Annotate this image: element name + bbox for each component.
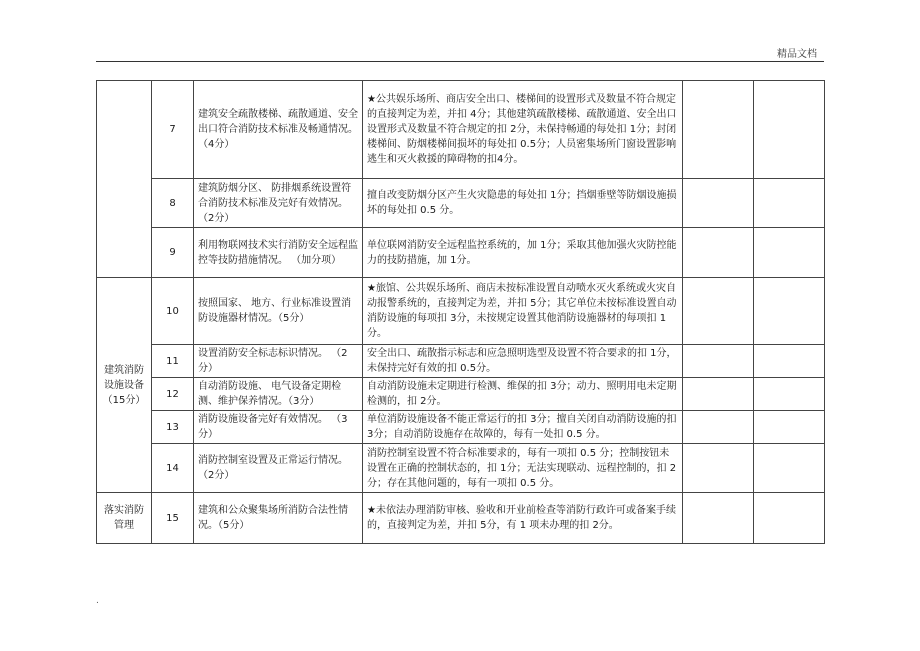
header-rule xyxy=(96,61,824,62)
item-number: 7 xyxy=(152,81,194,179)
scoring-standard: ★旅馆、公共娱乐场所、商店未按标准设置自动喷水灭火系统或火灾自动报警系统的，直接判定为差，并扣 5分；其它单位未按标准设置自动消防设施的每项扣 3分，未按规定设置其他消防设施器材的每项扣 1分。 xyxy=(363,278,683,345)
item-number: 9 xyxy=(152,228,194,278)
scoring-standard: ★未依法办理消防审核、验收和开业前检查等消防行政许可或备案手续的，直接判定为差，并扣 5分，有 1 项未办理的扣 2分。 xyxy=(363,493,683,544)
item-description: 建筑安全疏散楼梯、疏散通道、安全出口符合消防技术标准及畅通情况。（4分） xyxy=(194,81,363,179)
footer-mark: . xyxy=(96,596,99,606)
item-description: 设置消防安全标志标识情况。 （2分） xyxy=(194,345,363,378)
item-number: 8 xyxy=(152,179,194,228)
score-cell xyxy=(683,81,754,179)
item-description: 按照国家、 地方、行业标准设置消防设施器材情况。（5分） xyxy=(194,278,363,345)
score-cell xyxy=(683,444,754,493)
scoring-standard: 擅自改变防烟分区产生火灾隐患的每处扣 1分；挡烟垂壁等防烟设施损坏的每处扣 0.5 分。 xyxy=(363,179,683,228)
score-cell xyxy=(683,228,754,278)
score-cell xyxy=(683,278,754,345)
item-description: 自动消防设施、 电气设备定期检测、维护保养情况。（3分） xyxy=(194,378,363,411)
item-description: 建筑防烟分区、 防排烟系统设置符合消防技术标准及完好有效情况。（2分） xyxy=(194,179,363,228)
category-cell: 落实消防管理 xyxy=(97,493,152,544)
scoring-standard: 自动消防设施未定期进行检测、维保的扣 3分；动力、照明用电未定期检测的，扣 2分。 xyxy=(363,378,683,411)
remark-cell xyxy=(754,345,825,378)
score-cell xyxy=(683,179,754,228)
item-description: 消防设施设备完好有效情况。 （3分） xyxy=(194,411,363,444)
scoring-standard: 单位联网消防安全远程监控系统的，加 1分；采取其他加强火灾防控能力的技防措施，加 1分。 xyxy=(363,228,683,278)
category-cell xyxy=(97,81,152,278)
item-description: 建筑和公众聚集场所消防合法性情况。（5分） xyxy=(194,493,363,544)
remark-cell xyxy=(754,81,825,179)
table-row xyxy=(97,278,825,345)
item-number: 10 xyxy=(152,278,194,345)
score-cell xyxy=(683,411,754,444)
item-number: 13 xyxy=(152,411,194,444)
inspection-table xyxy=(96,80,825,544)
table-row xyxy=(97,493,825,544)
remark-cell xyxy=(754,444,825,493)
item-number: 15 xyxy=(152,493,194,544)
remark-cell xyxy=(754,228,825,278)
scoring-standard: 安全出口、疏散指示标志和应急照明选型及设置不符合要求的扣 1分，未保持完好有效的扣 0.5分。 xyxy=(363,345,683,378)
scoring-standard: 单位消防设施设备不能正常运行的扣 3分；擅自关闭自动消防设施的扣 3分；自动消防设施存在故障的，每有一处扣 0.5 分。 xyxy=(363,411,683,444)
item-number: 11 xyxy=(152,345,194,378)
item-number: 14 xyxy=(152,444,194,493)
scoring-standard: 消防控制室设置不符合标准要求的，每有一项扣 0.5 分；控制按钮未设置在正确的控制状态的，扣 1分；无法实现联动、远程控制的，扣 2分；存在其他问题的，每有一项扣 0.5 分。 xyxy=(363,444,683,493)
score-cell xyxy=(683,378,754,411)
remark-cell xyxy=(754,493,825,544)
table-row xyxy=(97,179,825,228)
score-cell xyxy=(683,493,754,544)
table-row xyxy=(97,81,825,179)
table-row xyxy=(97,411,825,444)
remark-cell xyxy=(754,378,825,411)
table-row xyxy=(97,228,825,278)
remark-cell xyxy=(754,278,825,345)
category-cell: 建筑消防设施设备（15分） xyxy=(97,278,152,493)
item-number: 12 xyxy=(152,378,194,411)
remark-cell xyxy=(754,179,825,228)
item-description: 消防控制室设置及正常运行情况。（2分） xyxy=(194,444,363,493)
scoring-standard: ★公共娱乐场所、商店安全出口、楼梯间的设置形式及数量不符合规定的直接判定为差，并扣 4分；其他建筑疏散楼梯、疏散通道、安全出口设置形式及数量不符合规定的扣 2分，未保持畅通的每处扣 1分；封闭楼梯间、防烟楼梯间损坏的每处扣 0.5分；人员密集场所门窗设置影响逃生和灭火救援的障碍物的扣4分。 xyxy=(363,81,683,179)
table-row xyxy=(97,444,825,493)
table-row xyxy=(97,345,825,378)
table-row xyxy=(97,378,825,411)
score-cell xyxy=(683,345,754,378)
remark-cell xyxy=(754,411,825,444)
page-header: 精品文档 xyxy=(777,49,817,60)
item-description: 利用物联网技术实行消防安全远程监控等技防措施情况。 （加分项） xyxy=(194,228,363,278)
